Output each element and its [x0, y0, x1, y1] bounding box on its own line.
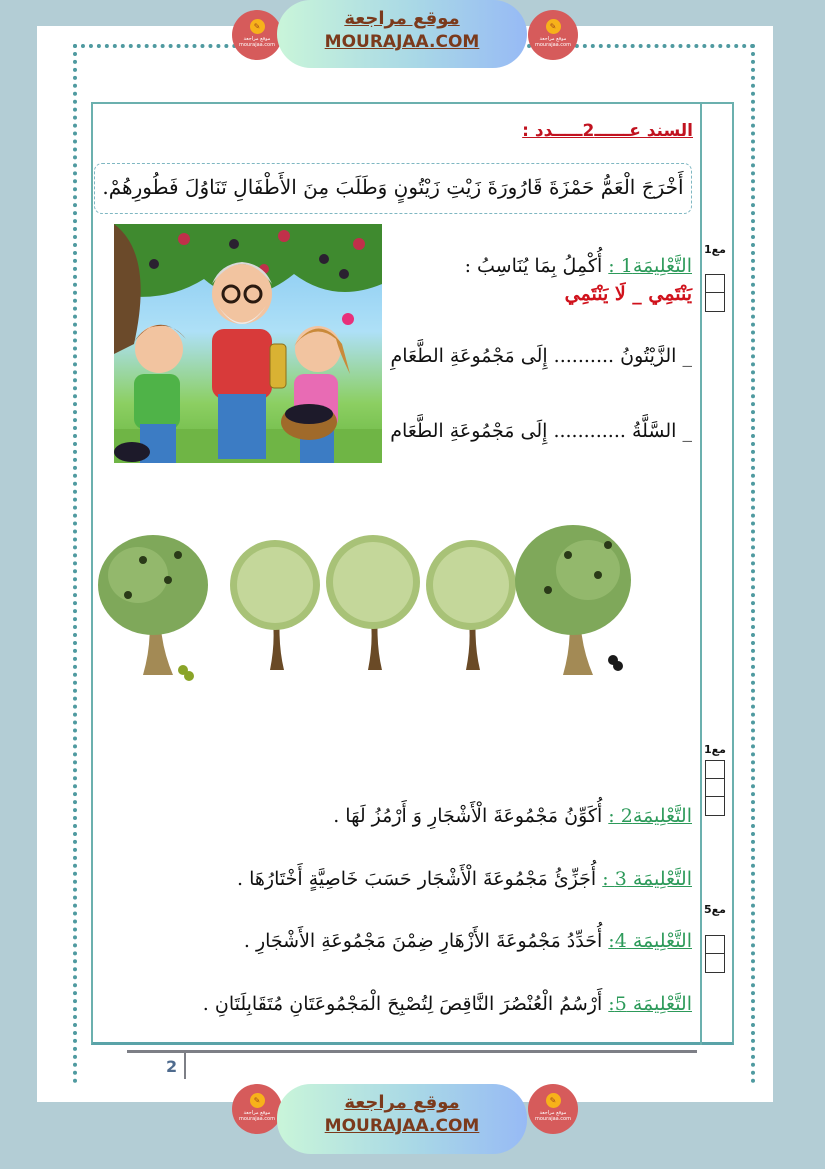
task-5-text: أَرْسُمُ الْعُنْصُرَ النَّاقِصَ لِتُصْبِحَ الْمَجْمُوعَتَانِ مُتَقَابِلَتَانِ .	[202, 993, 603, 1015]
score-box-1[interactable]	[705, 274, 725, 312]
banner-latin-text: MOURAJAA.COM	[324, 32, 480, 52]
footer-divider	[127, 1050, 697, 1053]
page-number: 2	[166, 1057, 178, 1076]
task-1-label: التَّعْلِيمَة1 :	[608, 255, 692, 277]
task-3-instruction	[237, 868, 692, 890]
task-1-text: أُكْمِلُ بِمَا يُنَاسِبُ :	[464, 255, 603, 277]
task-5-label: التَّعْلِيمَة 5:	[608, 993, 692, 1015]
banner-latin-text: MOURAJAA.COM	[324, 1116, 480, 1136]
score-tag-1: مع1	[704, 243, 726, 256]
olive-family-illustration	[114, 224, 382, 463]
mourajaa-footer-link[interactable]	[277, 1084, 527, 1154]
mourajaa-logo-badge-left[interactable]	[232, 10, 282, 60]
badge-caption: موقع مراجعة mourajaa.com	[534, 1110, 571, 1122]
task-1-line-1: _ الزَّيْتُونُ .......... إِلَى مَجْمُوعَةِ الطَّعَامِ	[390, 345, 692, 367]
badge-caption: موقع مراجعة mourajaa.com	[534, 36, 571, 48]
document-title: السند عــــــ2ـــــدد :	[522, 121, 693, 141]
mourajaa-header-link[interactable]	[277, 0, 527, 68]
task-5-instruction	[203, 993, 692, 1015]
score-tag-3: مع5	[704, 903, 726, 916]
task-4-label: التَّعْلِيمَة 4:	[608, 930, 692, 952]
task-1-line-2: _ السَّلَّةُ ............ إِلَى مَجْمُوعَةِ الطَّعَام	[390, 420, 692, 442]
score-box-2[interactable]	[705, 760, 725, 816]
mourajaa-logo-badge-left-bottom[interactable]	[232, 1084, 282, 1134]
task-3-text: أُجَزِّئُ مَجْمُوعَةَ الْأَشْجَار حَسَبَ خَاصِيَّةٍ أَخْتَارُهَا .	[237, 868, 597, 890]
book-icon: ✎	[250, 1093, 265, 1108]
task-2-instruction	[333, 805, 692, 827]
badge-caption: موقع مراجعة mourajaa.com	[238, 36, 275, 48]
task-2-label: التَّعْلِيمَة2 :	[608, 805, 692, 827]
task-4-text: أُحَدِّدُ مَجْمُوعَةَ الأَزْهَارِ ضِمْنَ مَجْمُوعَةِ الأَشْجَارِ .	[243, 930, 603, 952]
badge-caption: موقع مراجعة mourajaa.com	[238, 1110, 275, 1122]
book-icon: ✎	[546, 19, 561, 34]
task-2-text: أُكَوِّنُ مَجْمُوعَةَ الْأَشْجَارِ وَ أَرْمُزُ لَهَا .	[333, 805, 603, 827]
score-box-3[interactable]	[705, 935, 725, 973]
book-icon: ✎	[546, 1093, 561, 1108]
book-icon: ✎	[250, 19, 265, 34]
score-tag-2: مع1	[704, 743, 726, 756]
mourajaa-logo-badge-right[interactable]	[528, 10, 578, 60]
task-4-instruction	[244, 930, 692, 952]
illustration-svg	[114, 224, 382, 463]
task-3-label: التَّعْلِيمَة 3 :	[602, 868, 692, 890]
trees-svg	[98, 520, 650, 690]
context-text-box	[94, 163, 692, 214]
banner-arabic-text: موقع مراجعة	[344, 1092, 460, 1113]
page-number-divider	[184, 1052, 186, 1079]
trees-illustration	[98, 520, 650, 690]
banner-arabic-text: موقع مراجعة	[344, 8, 460, 29]
context-text: أَخْرَجَ الْعَمُّ حَمْزَةَ قَارُورَةَ زَيْتِ زَيْتُونٍ وَطَلَبَ مِنَ الأَطْفَالِ تَنَاوُلَ فَطُورِهُمْ.	[102, 175, 684, 199]
task-1-choices: يَنْتَمِي _ لَا يَنْتَمِي	[564, 283, 692, 305]
mourajaa-logo-badge-right-bottom[interactable]	[528, 1084, 578, 1134]
task-1-instruction	[465, 255, 692, 277]
